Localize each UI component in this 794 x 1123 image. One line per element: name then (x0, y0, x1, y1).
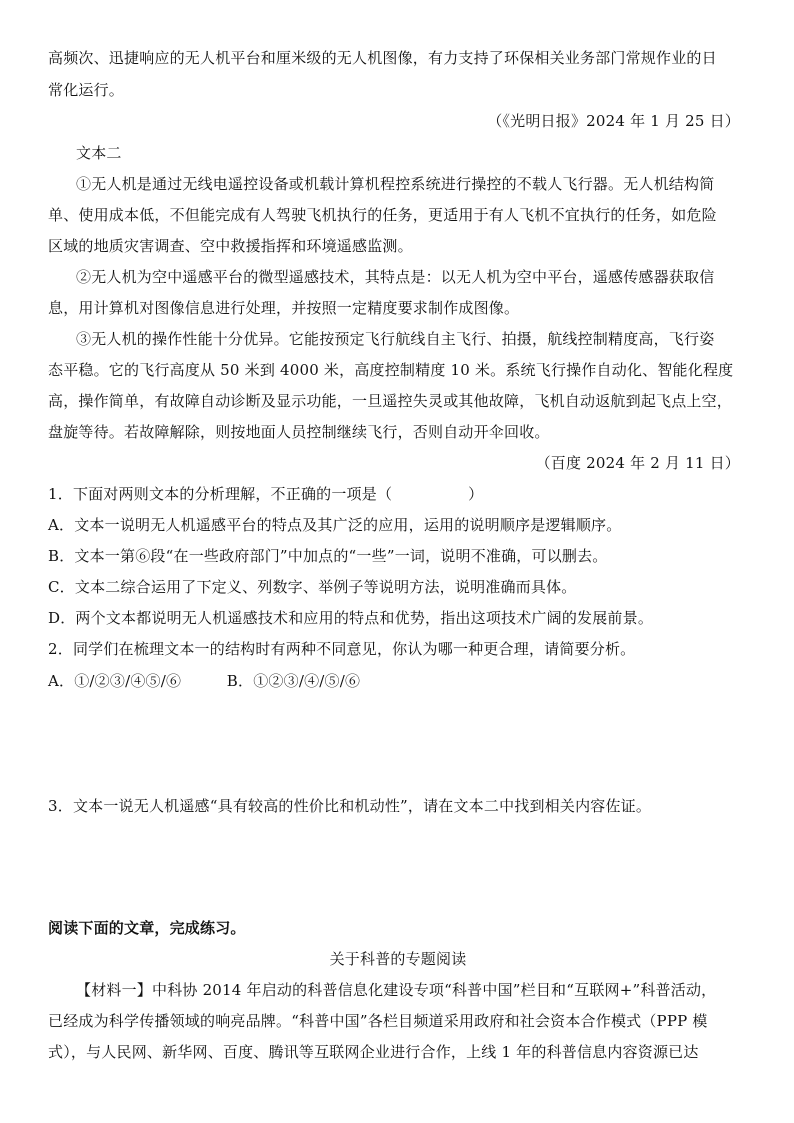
question-2-options: A．①/②③/④⑤/⑥ B．①②③/④/⑤/⑥ (48, 672, 361, 690)
text2-line-1: ①无人机是通过无线电遥控设备或机载计算机程控系统进行操控的不载人飞行器。无人机结构简 (76, 175, 715, 193)
reading-line-2: 已经成为科学传播领域的响亮品牌。“科普中国”各栏目频道采用政府和社会资本合作模式（PPP 模 (48, 1012, 708, 1030)
text1-line-1: 高频次、迅捷响应的无人机平台和厘米级的无人机图像，有力支持了环保相关业务部门常规作业的日 (48, 49, 717, 67)
question-1-option-a: A．文本一说明无人机遥感平台的特点及其广泛的应用，运用的说明顺序是逻辑顺序。 (48, 516, 622, 534)
text2-source: （百度 2024 年 2 月 11 日） (535, 454, 740, 472)
question-1-option-b: B．文本一第⑥段“在一些政府部门”中加点的“一些”一词，说明不准确，可以删去。 (48, 547, 608, 565)
reading-instruction: 阅读下面的文章，完成练习。 (48, 919, 246, 937)
question-1-option-c: C．文本二综合运用了下定义、列数字、举例子等说明方法，说明准确而具体。 (48, 578, 577, 596)
text2-line-8: 高，操作简单，有故障自动诊断及显示功能，一旦遥控失灵或其他故障，飞机自动返航到起飞点上空， (48, 392, 733, 410)
text2-line-2: 单、使用成本低，不但能完成有人驾驶飞机执行的任务，更适用于有人飞机不宜执行的任务，如危险 (48, 206, 717, 224)
question-1-option-d: D．两个文本都说明无人机遥感技术和应用的特点和优势，指出这项技术广阔的发展前景。 (48, 609, 654, 627)
text2-line-6: ③无人机的操作性能十分优异。它能按预定飞行航线自主飞行、拍摄，航线控制精度高，飞行姿 (76, 330, 715, 348)
text1-line-2: 常化运行。 (48, 81, 125, 99)
text2-line-7: 态平稳。它的飞行高度从 50 米到 4000 米，高度控制精度 10 米。系统飞行操作自动化、智能化程度 (48, 361, 734, 379)
text2-title: 文本二 (76, 144, 122, 162)
reading-line-3: 式），与人民网、新华网、百度、腾讯等互联网企业进行合作，上线 1 年的科普信息内容资源已达 (48, 1043, 699, 1061)
text1-source: （《光明日报》2024 年 1 月 25 日） (487, 112, 740, 130)
reading-title: 关于科普的专题阅读 (329, 950, 467, 968)
question-2: 2．同学们在梳理文本一的结构时有两种不同意见，你认为哪一种更合理，请简要分析。 (48, 640, 636, 658)
text2-line-3: 区域的地质灾害调查、空中救援指挥和环境遥感监测。 (48, 237, 413, 255)
question-1: 1．下面对两则文本的分析理解，不正确的一项是（ ） (48, 485, 484, 503)
text2-line-5: 息，用计算机对图像信息进行处理，并按照一定精度要求制作成图像。 (48, 299, 520, 317)
reading-line-1: 【材料一】中科协 2014 年启动的科普信息化建设专项“科普中国”栏目和“互联网+”科普活动， (76, 981, 717, 999)
text2-line-4: ②无人机为空中遥感平台的微型遥感技术，其特点是：以无人机为空中平台，遥感传感器获取信 (76, 268, 715, 286)
question-3: 3．文本一说无人机遥感“具有较高的性价比和机动性”，请在文本二中找到相关内容佐证。 (48, 797, 652, 815)
text2-line-9: 盘旋等待。若故障解除，则按地面人员控制继续飞行，否则自动开伞回收。 (48, 423, 550, 441)
